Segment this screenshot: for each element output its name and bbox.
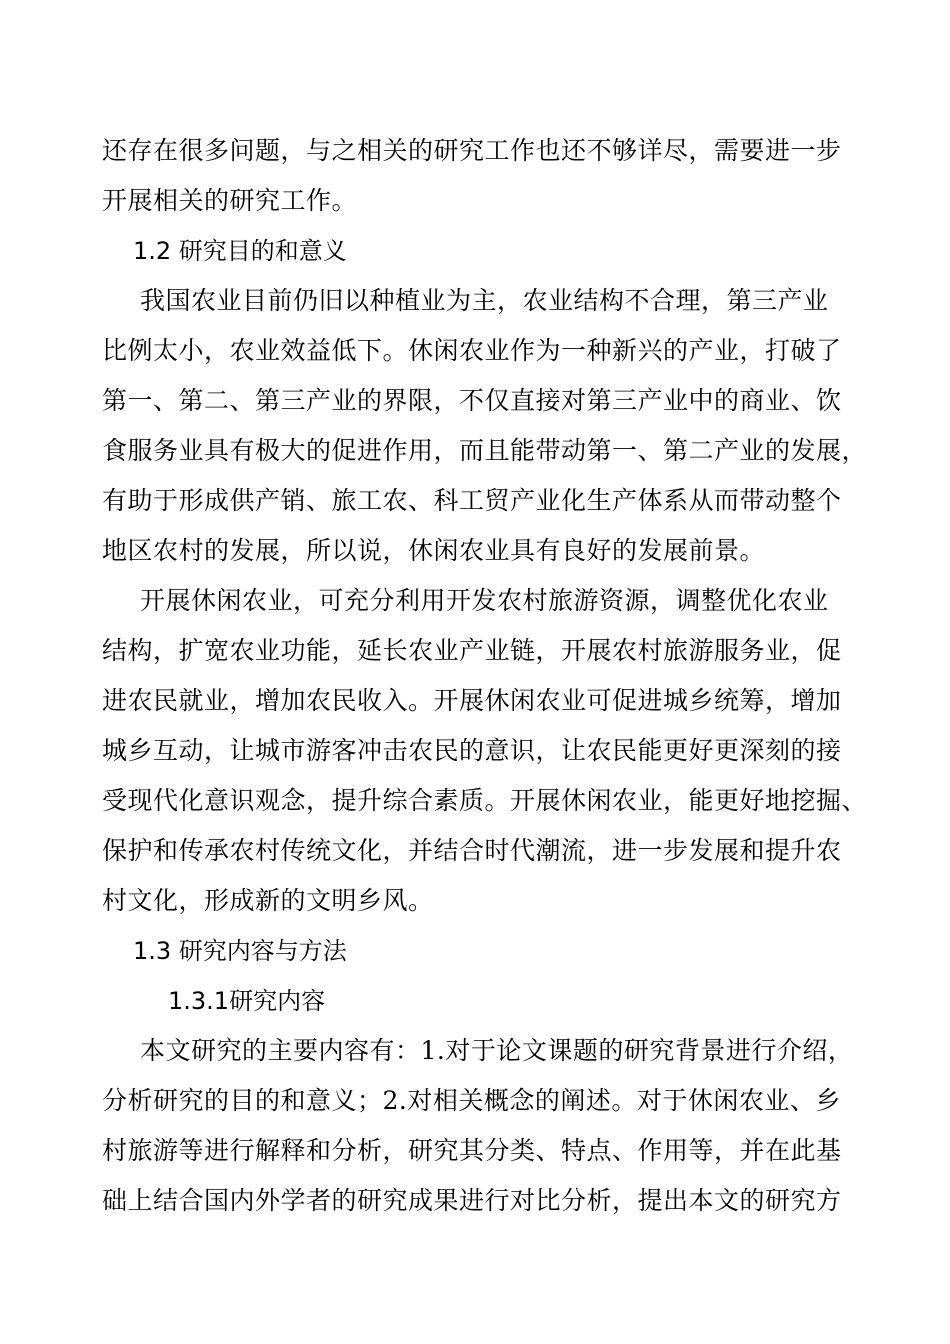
paragraph-line: 进农民就业，增加农民收入。开展休闲农业可促进城乡统筹，增加: [102, 686, 842, 715]
paragraph-line: 还存在很多问题，与之相关的研究工作也还不够详尽，需要进一步: [102, 136, 842, 165]
paragraph-line: 我国农业目前仍旧以种植业为主，农业结构不合理，第三产业: [140, 286, 829, 315]
paragraph-line: 分析研究的目的和意义；2.对相关概念的阐述。对于休闲农业、乡: [102, 1086, 841, 1115]
paragraph-line: 村旅游等进行解释和分析，研究其分类、特点、作用等，并在此基: [102, 1136, 842, 1165]
paragraph-line: 受现代化意识观念，提升综合素质。开展休闲农业，能更好地挖掘、: [102, 786, 868, 815]
subsection-heading-1-3-1: 1.3.1研究内容: [168, 987, 326, 1015]
paragraph-line: 结构，扩宽农业功能，延长农业产业链，开展农村旅游服务业，促: [102, 636, 842, 665]
paragraph-line: 比例太小，农业效益低下。休闲农业作为一种新兴的产业，打破了: [102, 336, 842, 365]
section-heading-1-3: 1.3 研究内容与方法: [133, 937, 347, 965]
paragraph-line: 开展相关的研究工作。: [102, 186, 358, 215]
paragraph-line: 开展休闲农业，可充分利用开发农村旅游资源，调整优化农业: [140, 586, 829, 615]
paragraph-line: 城乡互动，让城市游客冲击农民的意识，让农民能更好更深刻的接: [102, 736, 842, 765]
paragraph-line: 地区农村的发展，所以说，休闲农业具有良好的发展前景。: [102, 536, 766, 565]
paragraph-line: 础上结合国内外学者的研究成果进行对比分析，提出本文的研究方: [102, 1186, 842, 1215]
paragraph-line: 食服务业具有极大的促进作用，而且能带动第一、第二产业的发展，: [102, 436, 868, 465]
paragraph-line: 第一、第二、第三产业的界限，不仅直接对第三产业中的商业、饮: [102, 386, 842, 415]
section-heading-1-2: 1.2 研究目的和意义: [133, 237, 347, 265]
paragraph-line: 村文化，形成新的文明乡风。: [102, 886, 434, 915]
paragraph-line: 保护和传承农村传统文化，并结合时代潮流，进一步发展和提升农: [102, 836, 842, 865]
paragraph-line: 有助于形成供产销、旅工农、科工贸产业化生产体系从而带动整个: [102, 486, 842, 515]
paragraph-line: 本文研究的主要内容有：1.对于论文课题的研究背景进行介绍，: [140, 1036, 854, 1065]
